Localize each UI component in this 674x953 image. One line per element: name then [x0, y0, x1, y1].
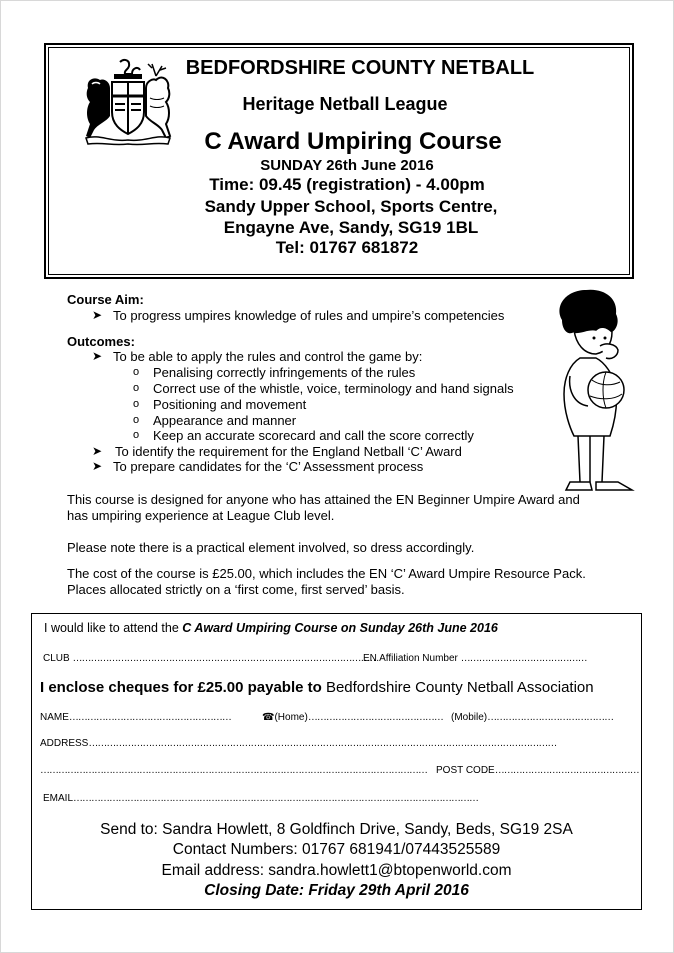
- course-time: Time: 09.45 (registration) - 4.00pm: [209, 175, 485, 194]
- postcode-dots: …………………………………………: [494, 765, 639, 776]
- venue-telephone: Tel: 01767 681872: [275, 238, 419, 257]
- circle-bullet-icon: o: [133, 429, 140, 441]
- contact-email: Email address: sandra.howlett1@btopenworld.com: [161, 862, 512, 879]
- attend-course: C Award Umpiring Course on Sunday 26th June 2016: [182, 621, 498, 635]
- league-name: Heritage Netball League: [242, 94, 448, 114]
- circle-bullet-icon: o: [133, 398, 140, 410]
- arrow-bullet-icon: ➤: [92, 349, 103, 363]
- send-to-address: Send to: Sandra Howlett, 8 Goldfinch Drive, Sandy, Beds, SG19 2SA: [100, 821, 573, 838]
- postcode-label: POST CODE: [436, 765, 495, 776]
- postcode-field[interactable]: [436, 765, 639, 776]
- home-label: (Home): [274, 712, 308, 723]
- outcome-item: To identify the requirement for the England Netball ‘C’ Award: [115, 444, 462, 459]
- arrow-bullet-icon: ➤: [92, 308, 103, 322]
- address-label: ADDRESS: [40, 738, 89, 749]
- contact-numbers: Contact Numbers: 01767 681941/07443525589: [172, 841, 501, 858]
- phone-icon: ☎: [262, 712, 275, 723]
- outcome-item: To be able to apply the rules and control the game by:: [113, 349, 423, 364]
- cheque-amount-text: I enclose cheques for £25.00 payable to: [40, 679, 326, 696]
- club-label: CLUB: [43, 653, 70, 664]
- circle-bullet-icon: o: [133, 414, 140, 426]
- club-dots: …………………………………………………………………………………………: [72, 653, 379, 664]
- cost-text: The cost of the course is £25.00, which includes the EN ‘C’ Award Umpire Resource Pack.: [67, 566, 586, 581]
- arrow-bullet-icon: ➤: [92, 444, 103, 458]
- mobile-phone-field[interactable]: [451, 712, 613, 723]
- email-dots: ………………………………………………………………………………………………………………………: [73, 793, 479, 804]
- home-dots: ………………………………………: [307, 712, 443, 723]
- outcome-sub-item: Penalising correctly infringements of the rules: [153, 365, 416, 380]
- arrow-bullet-icon: ➤: [92, 459, 103, 473]
- address-line-2-dots: …………………………………………………………………………………………………………………: [40, 765, 427, 776]
- attend-statement: [44, 621, 498, 635]
- email-label: EMAIL: [43, 793, 74, 804]
- course-aim-heading: Course Aim:: [67, 292, 144, 307]
- practical-note: Please note there is a practical element involved, so dress accordingly.: [67, 540, 475, 555]
- mobile-label: (Mobile): [451, 712, 488, 723]
- club-field[interactable]: [43, 653, 378, 664]
- course-title: C Award Umpiring Course: [204, 128, 502, 155]
- name-dots: ………………………………………………: [68, 712, 231, 723]
- name-label: NAME: [40, 712, 69, 723]
- venue-line-2: Engayne Ave, Sandy, SG19 1BL: [223, 218, 479, 237]
- allocation-text: Places allocated strictly on a ‘first come, first served’ basis.: [67, 582, 405, 597]
- address-line-2-field[interactable]: [40, 765, 427, 776]
- affiliation-label: EN Affiliation Number: [363, 653, 458, 664]
- home-phone-field[interactable]: [262, 712, 443, 723]
- paragraph-text: This course is designed for anyone who has attained the EN Beginner Umpire Award and: [67, 492, 580, 507]
- outcome-sub-item: Keep an accurate scorecard and call the score correctly: [153, 428, 474, 443]
- name-field[interactable]: [40, 712, 231, 723]
- course-aim-text: To progress umpires knowledge of rules and umpire’s competencies: [113, 308, 505, 323]
- closing-date: Closing Date: Friday 29th April 2016: [204, 882, 469, 899]
- circle-bullet-icon: o: [133, 382, 140, 394]
- affiliation-dots: ……………………………………: [460, 653, 587, 664]
- attend-prefix: I would like to attend the: [44, 621, 183, 635]
- address-dots: …………………………………………………………………………………………………………………………………………: [88, 738, 557, 749]
- organisation-name: BEDFORDSHIRE COUNTY NETBALL: [185, 57, 535, 79]
- cheque-payee: Bedfordshire County Netball Association: [325, 679, 594, 696]
- outcome-sub-item: Positioning and movement: [153, 397, 307, 412]
- address-field[interactable]: [40, 738, 556, 749]
- cheque-statement: [40, 679, 594, 696]
- outcome-sub-item: Correct use of the whistle, voice, terminology and hand signals: [153, 381, 514, 396]
- paragraph-text: has umpiring experience at League Club level.: [67, 508, 335, 523]
- mobile-dots: ……………………………………: [487, 712, 614, 723]
- circle-bullet-icon: o: [133, 366, 140, 378]
- email-field[interactable]: [43, 793, 478, 804]
- netball-umpire-illustration: [540, 286, 650, 498]
- venue-line-1: Sandy Upper School, Sports Centre,: [204, 197, 498, 216]
- outcomes-heading: Outcomes:: [67, 334, 135, 349]
- outcome-item: To prepare candidates for the ‘C’ Assessment process: [113, 459, 424, 474]
- outcome-sub-item: Appearance and manner: [153, 413, 297, 428]
- affiliation-field[interactable]: [363, 653, 587, 664]
- course-date: SUNDAY 26th June 2016: [260, 157, 434, 174]
